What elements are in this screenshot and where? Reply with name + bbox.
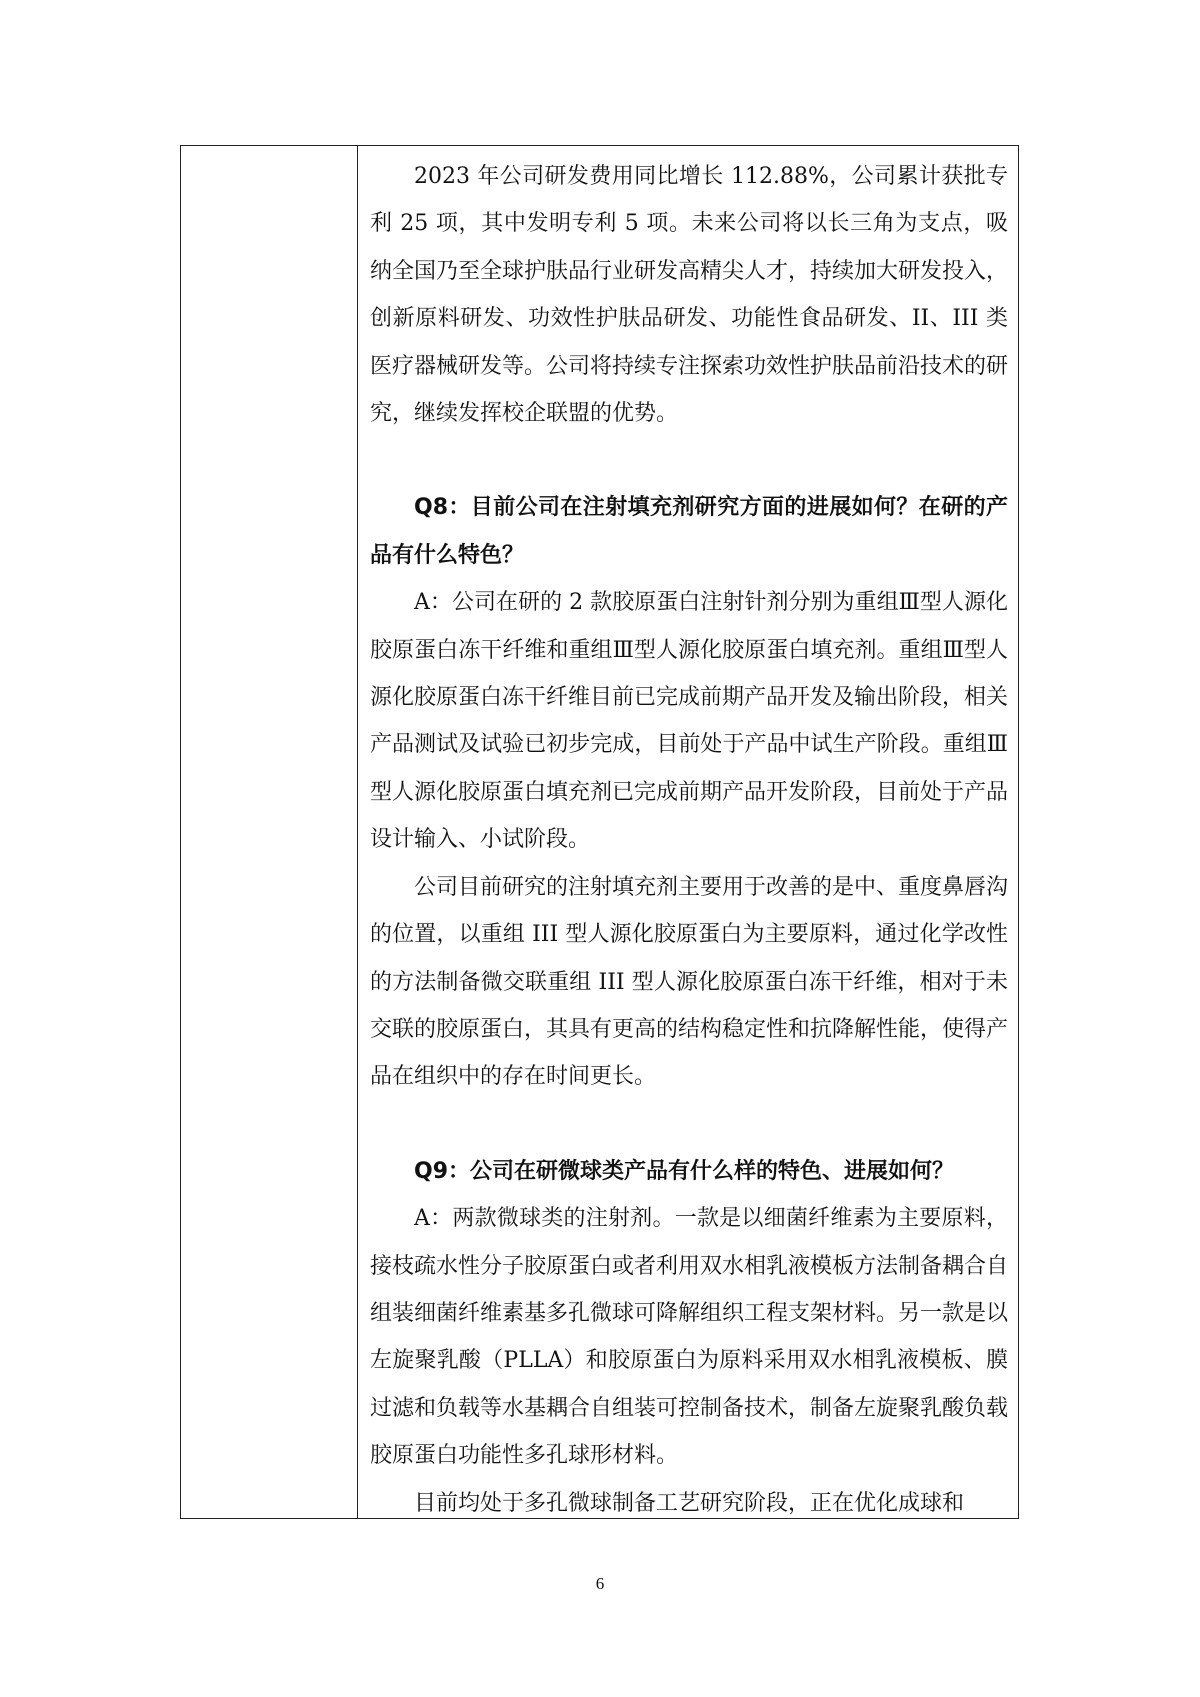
answer-q9-part1: A：两款微球类的注射剂。一款是以细菌纤维素为主要原料，接枝疏水性分子胶原蛋白或者利用双水相乳液模板方法制备耦合自组装细菌纤维素基多孔微球可降解组织工程支架材料。另一款是以左旋聚乳酸（PLLA）和胶原蛋白为原料采用双水相乳液模板、膜过滤和负载等水基耦合自组装可控制备技术，制备左旋聚乳酸负载胶原蛋白功能性多孔球形材料。 [370, 1206, 1009, 1469]
question-q8: Q8：目前公司在注射填充剂研究方面的进展如何？在研的产品有什么特色？ [370, 495, 1008, 568]
answer-q8-part1: A：公司在研的 2 款胶原蛋白注射针剂分别为重组Ⅲ型人源化胶原蛋白冻干纤维和重组Ⅲ型人源化胶原蛋白填充剂。重组Ⅲ型人源化胶原蛋白冻干纤维目前已完成前期产品开发及输出阶段，相关产品测试及试验已初步完成，目前处于产品中试生产阶段。重组Ⅲ型人源化胶原蛋白填充剂已完成前期产品开发阶段，目前处于产品设计输入、小试阶段。 [370, 590, 1009, 853]
page-number: 6 [595, 1574, 605, 1593]
paragraph-spacer [370, 437, 1008, 484]
qa-table [180, 145, 1019, 1519]
answer-q9-part2: 目前均处于多孔微球制备工艺研究阶段，正在优化成球和 [414, 1490, 965, 1516]
table-left-column [181, 146, 358, 1518]
paragraph-spacer [370, 1101, 1008, 1148]
paragraph-rd-expense: 2023 年公司研发费用同比增长 112.88%，公司累计获批专利 25 项，其中发明专利 5 项。未来公司将以长三角为支点，吸纳全国乃至全球护肤品行业研发高精尖人才，持续加大研发投入，创新原料研发、功效性护肤品研发、功能性食品研发、II、III 类医疗器械研发等。公司将持续专注探索功效性护肤品前沿技术的研究，继续发挥校企联盟的优势。 [370, 164, 1009, 427]
table-content-cell [358, 146, 1018, 1518]
question-q9: Q9：公司在研微球类产品有什么样的特色、进展如何？ [414, 1158, 955, 1184]
answer-q8-part2: 公司目前研究的注射填充剂主要用于改善的是中、重度鼻唇沟的位置，以重组 III 型人源化胶原蛋白为主要原料，通过化学改性的方法制备微交联重组 III 型人源化胶原蛋白冻干纤维，相对于未交联的胶原蛋白，其具有更高的结构稳定性和抗降解性能，使得产品在组织中的存在时间更长。 [370, 874, 1009, 1090]
